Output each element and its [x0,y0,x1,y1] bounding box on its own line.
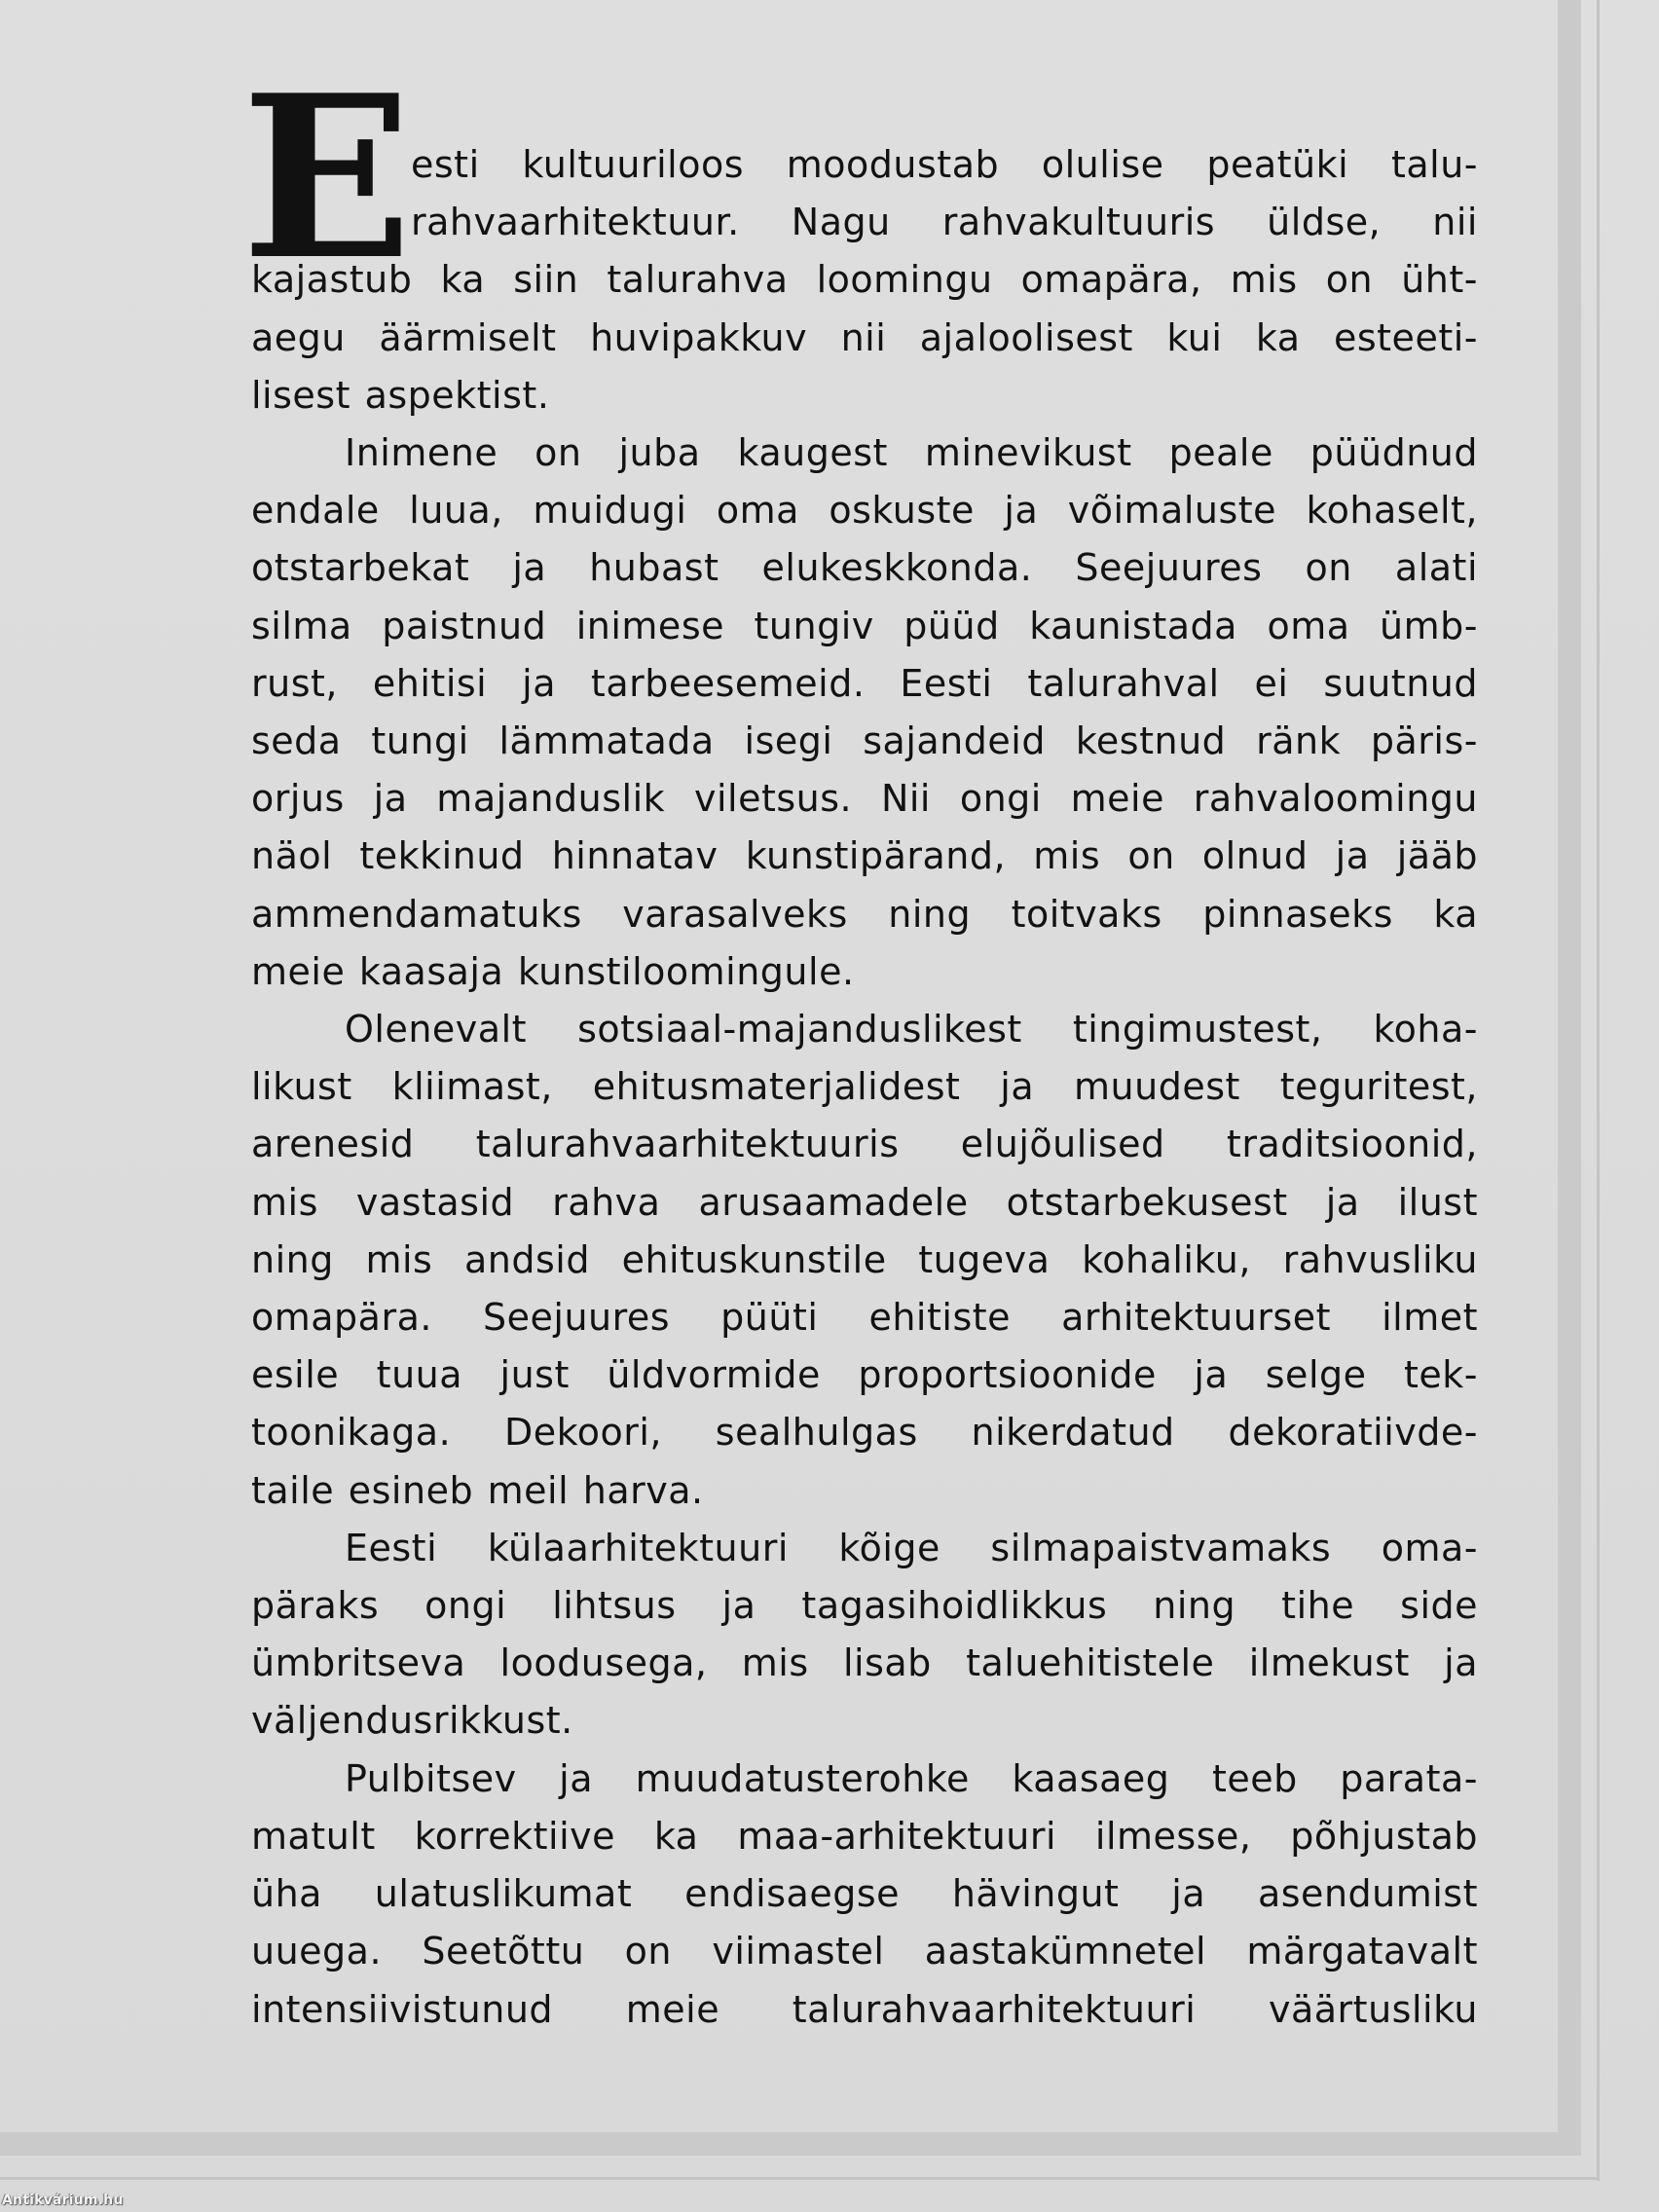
watermark: Antikvárium.hu [2,2193,124,2208]
body-text [241,47,1478,2039]
text-line: seda tungi lämmatada isegi sajandeid kestnud ränk päris- [251,719,1478,763]
text-line: üha ulatuslikumat endisaegse hävingut ja asendumist [251,1872,1478,1916]
paragraph-5 [251,1751,1478,2039]
text-line: omapära. Seejuures püüti ehitiste arhitektuurset ilmet [251,1296,1478,1340]
text-line: Pulbitsev ja muudatusterohke kaasaeg teeb parata- [345,1756,1478,1800]
text-line: Inimene on juba kaugest minevikust peale püüdnud [345,431,1478,475]
page-border-band-right [1558,0,1581,2147]
text-line: silma paistnud inimese tungiv püüd kaunistada oma ümb- [251,604,1478,647]
text-line: taile esineb meil harva. [251,1468,704,1512]
text-line: matult korrektiive ka maa-arhitektuuri ilmesse, põhjustab [251,1814,1478,1858]
text-line: endale luua, muidugi oma oskuste ja võimaluste kohaselt, [251,489,1478,533]
text-line: esile tuua just üldvormide proportsioonide ja selge tek- [251,1353,1478,1397]
page-border-line-bottom [0,2177,1600,2180]
text-line: lisest aspektist. [251,373,550,417]
text-line: uuega. Seetõttu on viimastel aastakümnetel märgatavalt [251,1930,1478,1973]
text-line: intensiivistunud meie talurahvaarhitektuuri väärtusliku [251,1987,1478,2031]
page-border-band-bottom [0,2132,1581,2156]
paragraph-3 [251,1001,1478,1520]
text-line: ning mis andsid ehituskunstile tugeva kohaliku, rahvusliku [251,1237,1478,1281]
blackletter-dropcap: E [241,47,413,310]
text-line: otstarbekat ja hubast elukeskkonda. Seejuures on alati [251,546,1478,590]
text-line: Eesti külaarhitektuuri kõige silmapaistvamaks oma- [345,1526,1478,1569]
text-line: väljendusrikkust. [251,1699,573,1743]
text-line: rahvaarhitektuur. Nagu rahvakultuuris üldse, nii [411,201,1478,244]
paragraph-2 [251,424,1478,1001]
text-line: likust kliimast, ehitusmaterjalidest ja muudest teguritest, [251,1065,1478,1109]
text-line: ammendamatuks varasalveks ning toitvaks pinnaseks ka [251,892,1478,936]
text-line: arenesid talurahvaarhitektuuris elujõulised traditsioonid, [251,1123,1478,1166]
page-border-line-right [1597,0,1600,2181]
text-line: päraks ongi lihtsus ja tagasihoidlikkus ning tihe side [251,1584,1478,1628]
paragraph-4 [251,1520,1478,1751]
text-line: aegu äärmiselt huvipakkuv nii ajaloolisest kui ka esteeti- [251,315,1478,359]
text-line: meie kaasaja kunstiloomingule. [251,949,855,993]
text-line: kajastub ka siin talurahva loomingu omapära, mis on üht- [251,258,1478,302]
text-line: orjus ja majanduslik viletsus. Nii ongi meie rahvaloomingu [251,777,1478,821]
text-line: näol tekkinud hinnatav kunstipärand, mis on olnud ja jääb [251,834,1478,878]
text-line: mis vastasid rahva arusaamadele otstarbekusest ja ilust [251,1180,1478,1224]
paragraph-1 [251,136,1478,424]
text-line: toonikaga. Dekoori, sealhulgas nikerdatud dekoratiivde- [251,1411,1478,1455]
text-line: esti kultuuriloos moodustab olulise peatüki talu- [411,143,1478,186]
text-line: Olenevalt sotsiaal-majanduslikest tingimustest, koha- [345,1008,1478,1051]
text-line: ümbritseva loodusega, mis lisab taluehitistele ilmekust ja [251,1641,1478,1685]
text-line: rust, ehitisi ja tarbeesemeid. Eesti talurahval ei suutnud [251,661,1478,705]
